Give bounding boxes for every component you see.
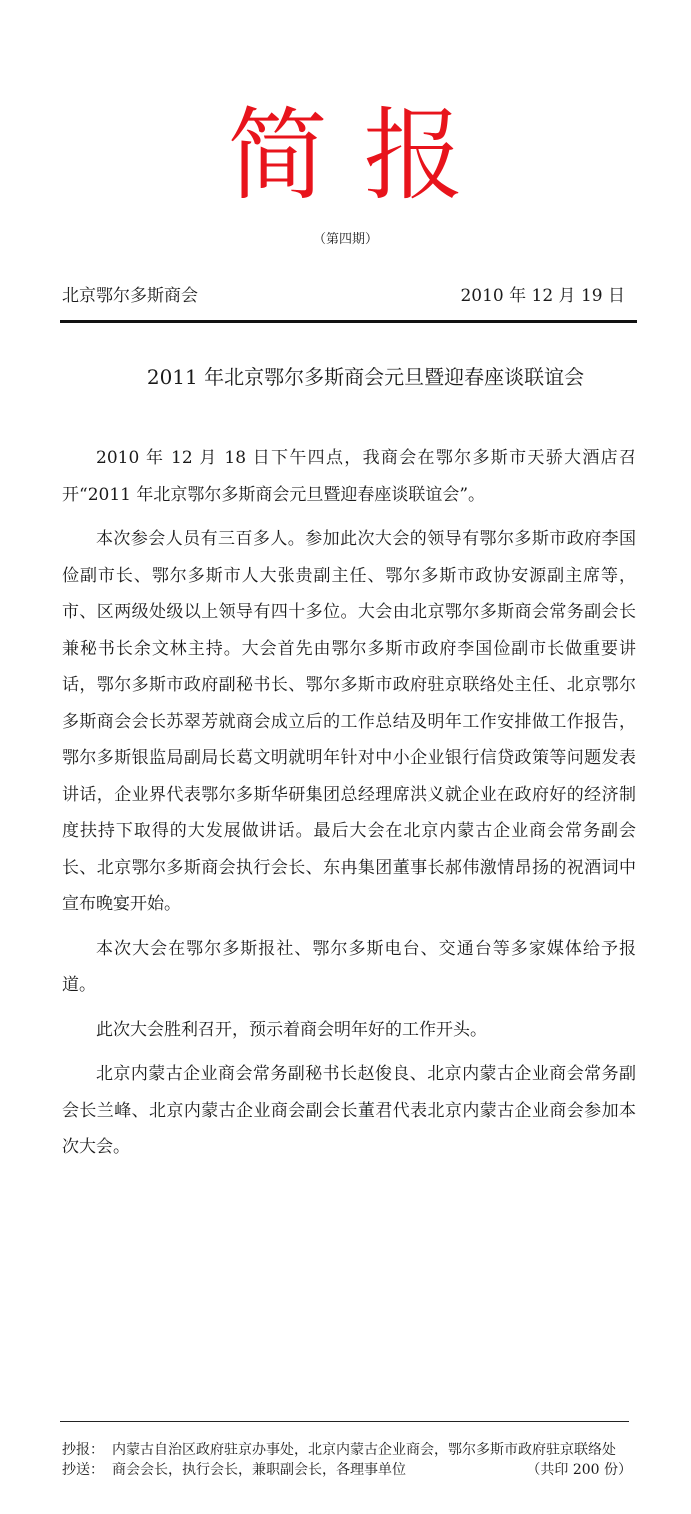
- header-divider: [60, 320, 637, 323]
- masthead-title: 简报: [227, 97, 500, 214]
- footer-divider: [60, 1421, 629, 1422]
- cc-report-row: [62, 1440, 632, 1460]
- paragraph: 本次大会在鄂尔多斯报社、鄂尔多斯电台、交通台等多家媒体给予报道。: [62, 938, 636, 995]
- cc-send-row: [62, 1460, 632, 1480]
- cc-report-label: 抄报：: [62, 1442, 104, 1458]
- organization-name: 北京鄂尔多斯商会: [62, 286, 198, 306]
- print-count: （共印 200 份）: [526, 1462, 632, 1478]
- paragraph: 北京内蒙古企业商会常务副秘书长赵俊良、北京内蒙古企业商会常务副会长兰峰、北京内蒙古企业商会副会长董君代表北京内蒙古企业商会参加本次大会。: [62, 1064, 636, 1157]
- article-title: 2011 年北京鄂尔多斯商会元旦暨迎春座谈联谊会: [146, 365, 585, 389]
- cc-send-label: 抄送：: [62, 1462, 104, 1478]
- issue-number: （第四期）: [312, 232, 378, 247]
- paragraph: 2010 年 12 月 18 日下午四点，我商会在鄂尔多斯市天骄大酒店召开“2011 年北京鄂尔多斯商会元旦暨迎春座谈联谊会”。: [62, 448, 636, 505]
- paragraph: 本次参会人员有三百多人。参加此次大会的领导有鄂尔多斯市政府李国俭副市长、鄂尔多斯市人大张贵副主任、鄂尔多斯市政协安源副主席等，市、区两级处级以上领导有四十多位。大会由北京鄂尔多斯商会常务副会长兼秘书长余文林主持。大会首先由鄂尔多斯市政府李国俭副市长做重要讲话，鄂尔多斯市政府副秘书长、鄂尔多斯市政府驻京联络处主任、北京鄂尔多斯商会会长苏翠芳就商会成立后的工作总结及明年工作安排做工作报告，鄂尔多斯银监局副局长葛文明就明年针对中小企业银行信贷政策等问题发表讲话，企业界代表鄂尔多斯华研集团总经理席洪义就企业在政府好的经济制度扶持下取得的大发展做讲话。最后大会在北京内蒙古企业商会常务副会长、北京鄂尔多斯商会执行会长、东冉集团董事长郝伟激情昂扬的祝酒词中宣布晚宴开始。: [62, 529, 636, 914]
- distribution-footer: [62, 1440, 632, 1480]
- cc-send-text: 商会会长，执行会长，兼职副会长，各理事单位: [112, 1462, 406, 1478]
- publish-date: 2010 年 12 月 19 日: [460, 286, 625, 306]
- cc-report-text: 内蒙古自治区政府驻京办事处，北京内蒙古企业商会，鄂尔多斯市政府驻京联络处: [112, 1442, 616, 1458]
- article-body: [62, 440, 636, 1174]
- paragraph: 此次大会胜利召开，预示着商会明年好的工作开头。: [96, 1019, 487, 1040]
